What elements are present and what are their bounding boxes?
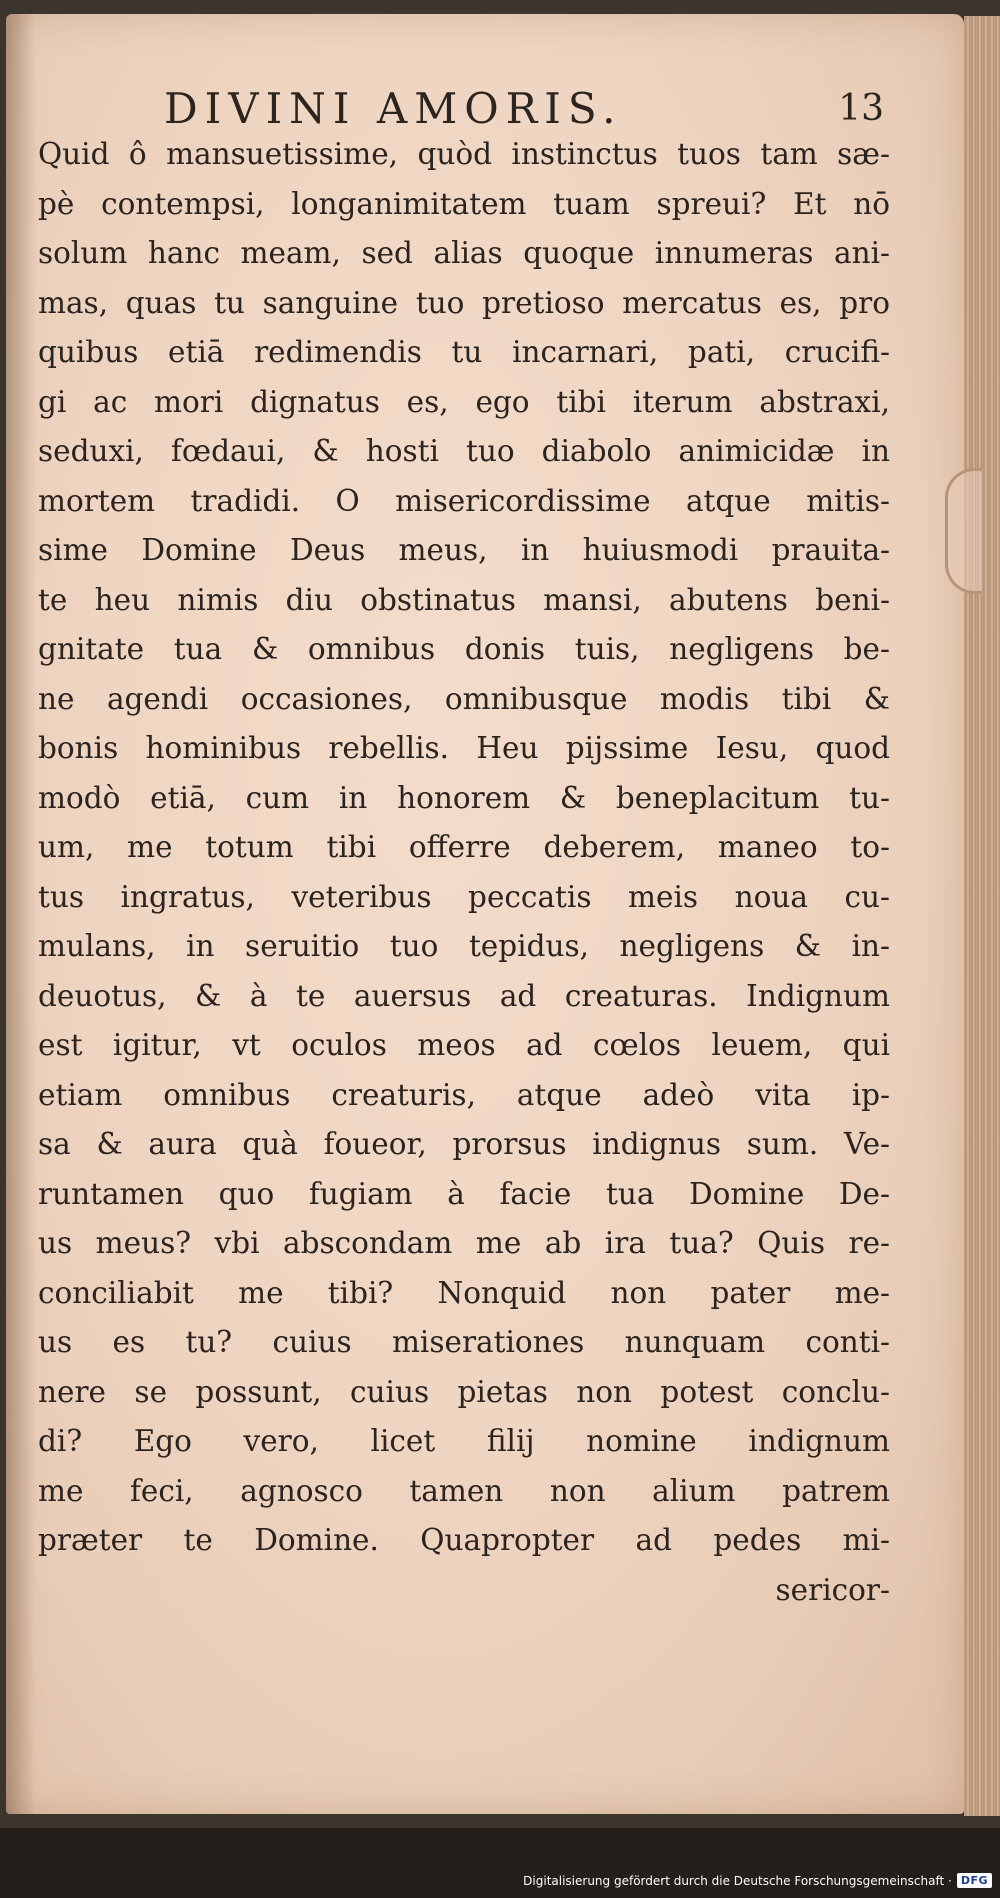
credit-text: Digitalisierung gefördert durch die Deutsche Forschungsgemeinschaft · bbox=[523, 1873, 952, 1888]
text-line: gnitate tua & omnibus donis tuis, negligens be- bbox=[38, 632, 890, 666]
text-line: di? Ego vero, licet filij nomine indignum bbox=[38, 1424, 890, 1458]
gutter-shadow bbox=[6, 14, 36, 1814]
text-line: bonis hominibus rebellis. Heu pijssime Iesu, quod bbox=[38, 731, 890, 765]
text-line: pè contempsi, longanimitatem tuam spreui? Et nō bbox=[38, 186, 890, 221]
text-line: us meus? vbi abscondam me ab ira tua? Quis re- bbox=[38, 1226, 890, 1260]
text-line: seduxi, fœdaui, & hosti tuo diabolo animicidæ in bbox=[38, 434, 890, 468]
scan-footer-band bbox=[0, 1828, 1000, 1898]
text-line: me feci, agnosco tamen non alium patrem bbox=[38, 1473, 890, 1508]
text-line: us es tu? cuius miserationes nunquam conti- bbox=[38, 1325, 890, 1359]
text-line: mas, quas tu sanguine tuo pretioso mercatus es, pro bbox=[38, 285, 890, 320]
text-line: sime Domine Deus meus, in huiusmodi prauita- bbox=[38, 533, 890, 567]
text-line: sericor- bbox=[775, 1572, 890, 1607]
text-line: conciliabit me tibi? Nonquid non pater me- bbox=[38, 1275, 890, 1310]
text-line: est igitur, vt oculos meos ad cœlos leuem, qui bbox=[38, 1028, 890, 1062]
text-line: mortem tradidi. O misericordissime atque mitis- bbox=[38, 483, 890, 518]
text-line: deuotus, & à te auersus ad creaturas. Indignum bbox=[38, 978, 890, 1013]
body-text bbox=[38, 130, 890, 1615]
text-line: mulans, in seruitio tuo tepidus, negligens & in- bbox=[38, 929, 890, 963]
book-fore-edge bbox=[964, 16, 1000, 1816]
digitization-credit bbox=[523, 1873, 992, 1888]
text-line: te heu nimis diu obstinatus mansi, abutens beni- bbox=[38, 582, 890, 617]
text-line: etiam omnibus creaturis, atque adeò vita ip- bbox=[38, 1077, 890, 1112]
text-line: runtamen quo fugiam à facie tua Domine De- bbox=[38, 1176, 890, 1211]
text-line: sa & aura quà foueor, prorsus indignus sum. Ve- bbox=[38, 1127, 890, 1161]
book-clasp bbox=[945, 468, 982, 594]
page-number: 13 bbox=[838, 88, 884, 129]
dfg-logo: DFG bbox=[957, 1873, 992, 1888]
text-line: solum hanc meam, sed alias quoque innumeras ani- bbox=[38, 236, 890, 270]
text-line: nere se possunt, cuius pietas non potest conclu- bbox=[38, 1374, 890, 1409]
text-line: tus ingratus, veteribus peccatis meis noua cu- bbox=[38, 879, 890, 914]
text-line: quibus etiā redimendis tu incarnari, pati, crucifi- bbox=[38, 335, 890, 369]
text-line: um, me totum tibi offerre deberem, maneo to- bbox=[38, 830, 890, 864]
text-line: modò etiā, cum in honorem & beneplacitum tu- bbox=[38, 780, 890, 815]
running-title: DIVINI AMORIS. bbox=[164, 84, 623, 133]
text-line: gi ac mori dignatus es, ego tibi iterum abstraxi, bbox=[38, 384, 890, 419]
text-line: Quid ô mansuetissime, quòd instinctus tuos tam sæ- bbox=[38, 137, 890, 171]
text-line: ne agendi occasiones, omnibusque modis tibi & bbox=[38, 681, 890, 716]
text-line: præter te Domine. Quapropter ad pedes mi- bbox=[38, 1523, 890, 1557]
